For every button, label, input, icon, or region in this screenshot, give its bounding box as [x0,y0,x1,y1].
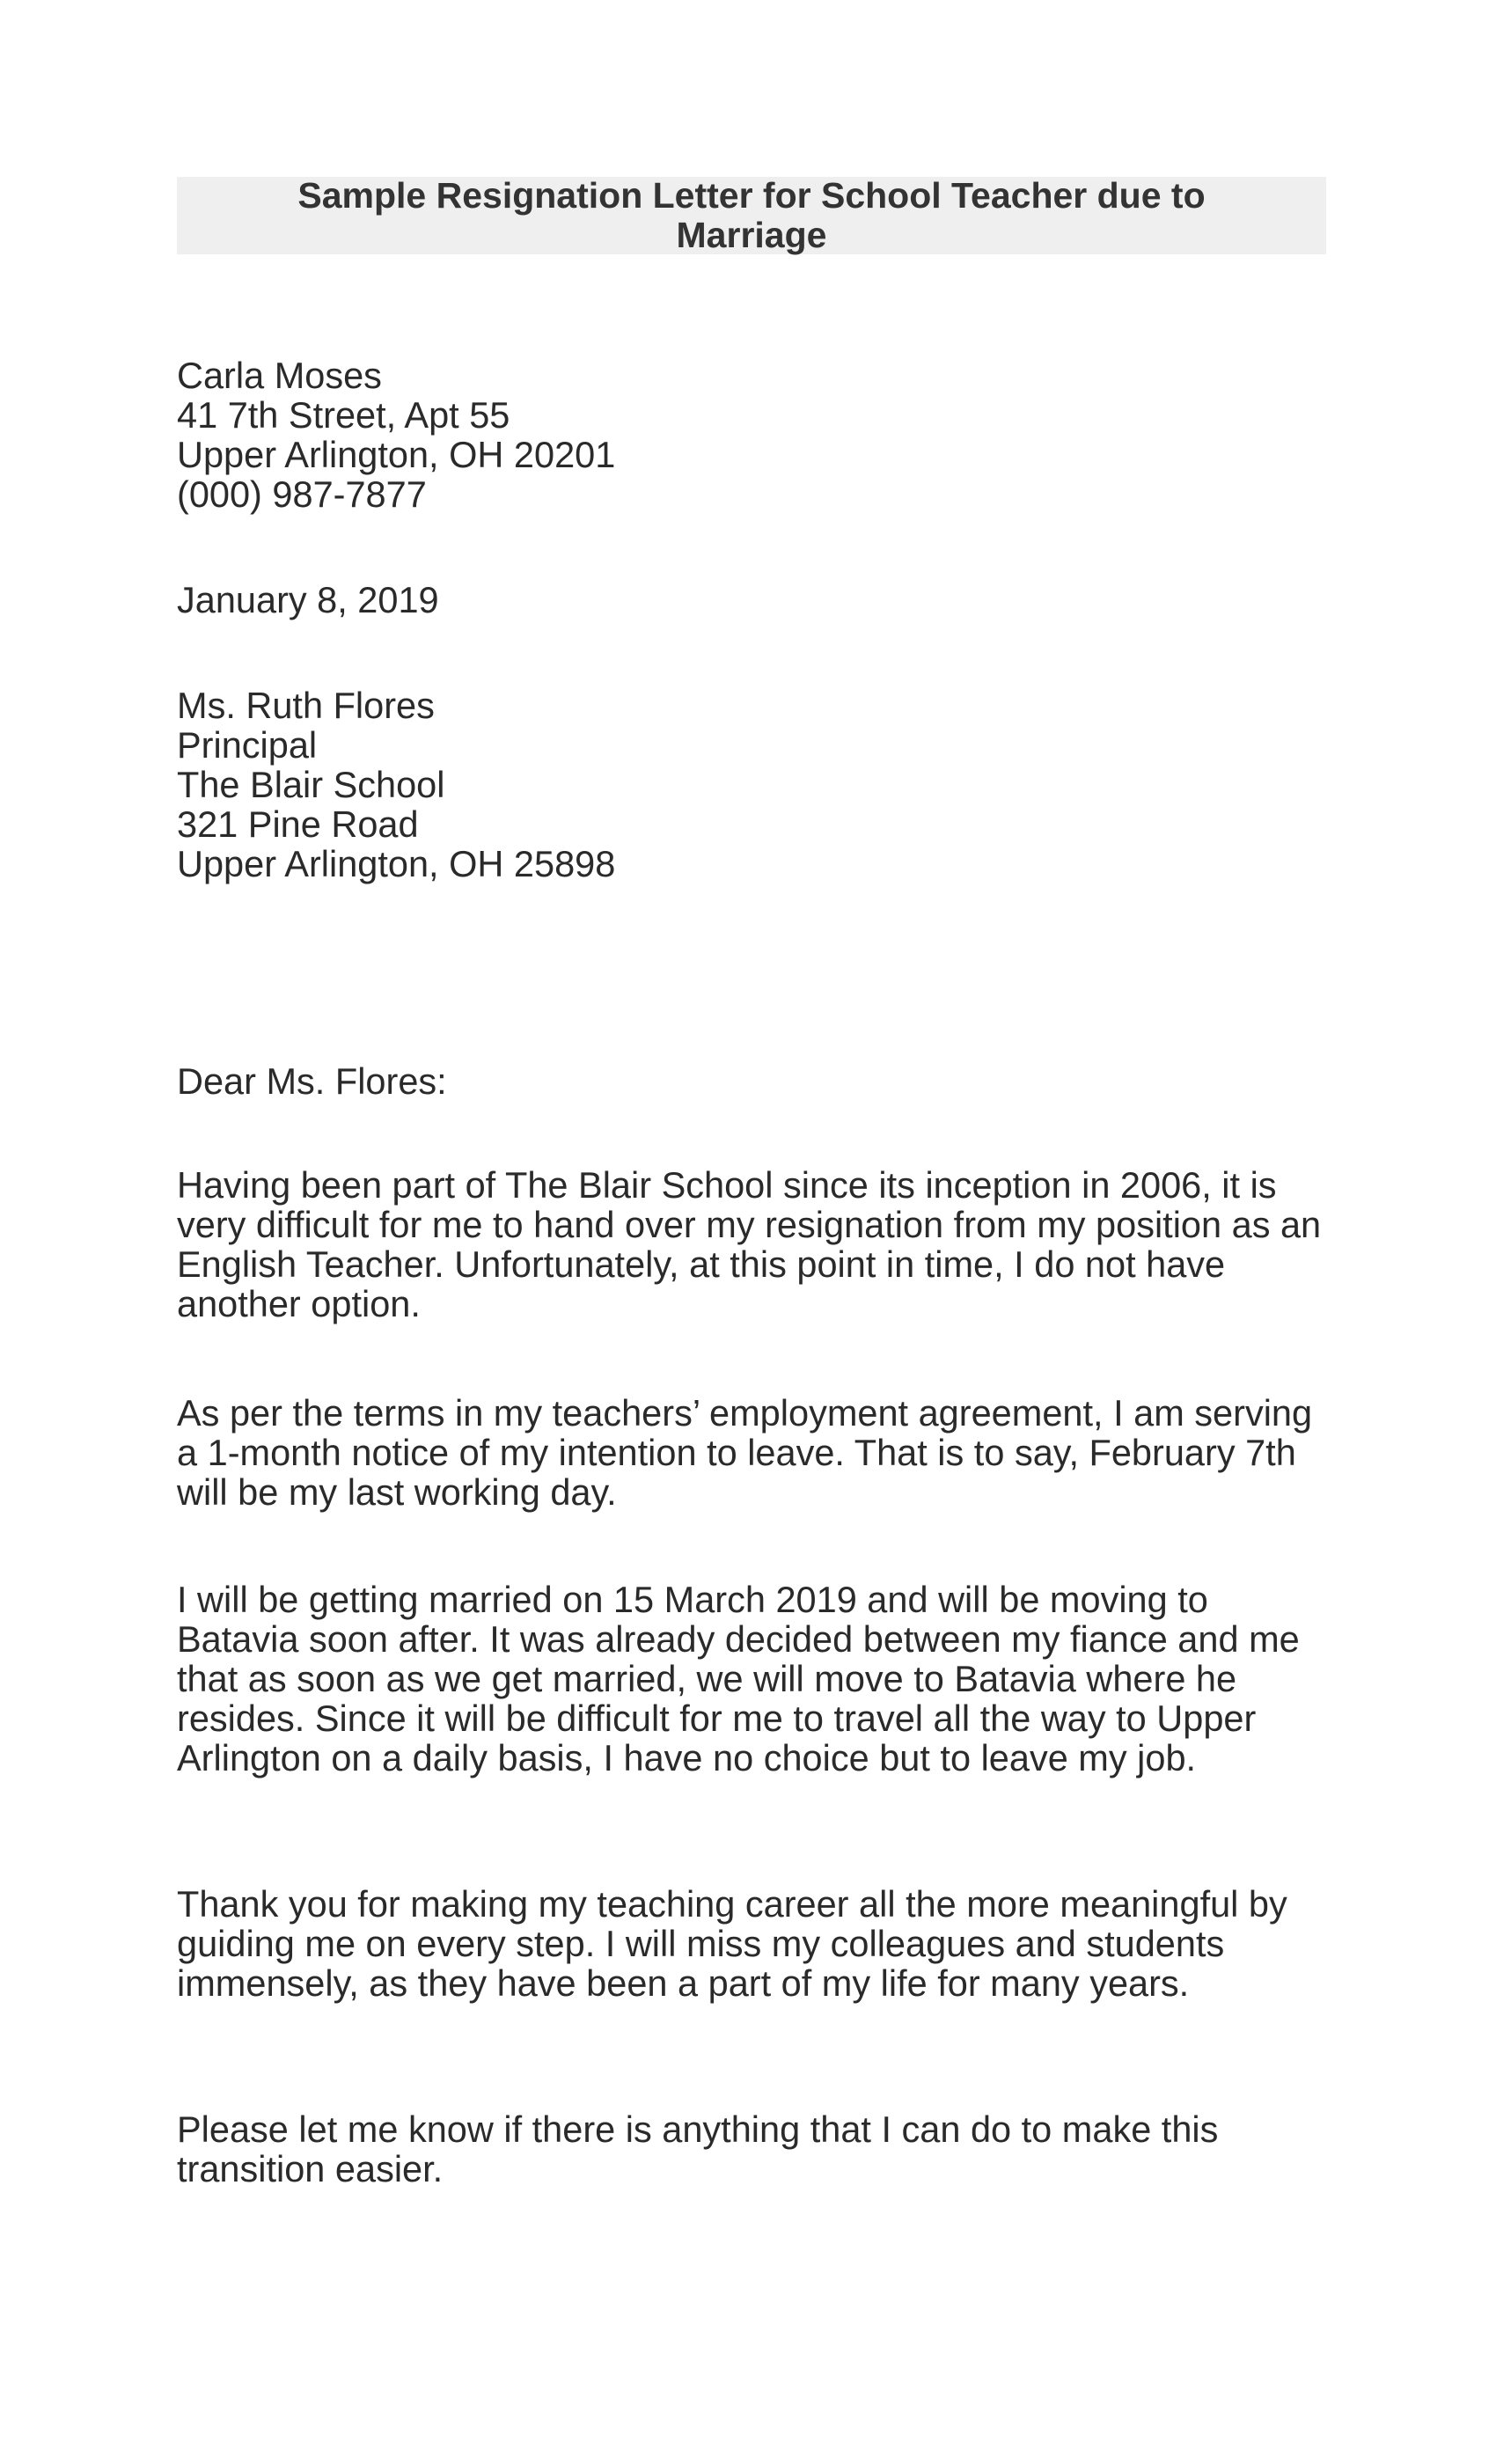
recipient-name: Ms. Ruth Flores [177,685,435,726]
paragraph-text: Thank you for making my teaching career all the more meaningful by guiding me on every step. I will miss my colleagues and students immensely, as they have been a part of my life for many years. [177,1883,1287,2004]
paragraph-text: I will be getting married on 15 March 2019 and will be moving to Batavia soon after. It was already decided between my fiance and me that as soon as we get married, we will move to Batavia where he resides. Since it will be difficult for me to travel all the way to Upper Arlington on a daily basis, I have no choice but to leave my job. [177,1579,1300,1778]
document-title: Sample Resignation Letter for School Teacher due to Marriage [297,175,1206,255]
recipient-address [177,686,1330,884]
recipient-street: 321 Pine Road [177,803,419,845]
paragraph-text: As per the terms in my teachers’ employment agreement, I am serving a 1-month notice of my intention to leave. That is to say, February 7th will be my last working day. [177,1392,1313,1513]
recipient-title: Principal [177,724,318,766]
salutation: Dear Ms. Flores: [177,1060,447,1102]
sender-street: 41 7th Street, Apt 55 [177,394,510,436]
body-paragraph-4 [177,1884,1330,2003]
body-paragraph-3 [177,1580,1330,1778]
sender-name: Carla Moses [177,355,382,396]
salutation-block [177,1061,1330,1101]
sender-address [177,356,1330,514]
recipient-organization: The Blair School [177,764,445,805]
paragraph-text: Please let me know if there is anything that I can do to make this transition easier. [177,2108,1219,2189]
title-banner [177,177,1326,254]
letter-date: January 8, 2019 [177,579,439,620]
sender-phone: (000) 987-7877 [177,473,427,515]
paragraph-text: Having been part of The Blair School since its inception in 2006, it is very difficult for me to hand over my resignation from my position as an English Teacher. Unfortunately, at this point in time, I do not have another option. [177,1164,1322,1324]
sender-city: Upper Arlington, OH 20201 [177,434,616,475]
body-paragraph-2 [177,1393,1330,1512]
body-paragraph-5 [177,2109,1330,2189]
body-paragraph-1 [177,1165,1330,1324]
recipient-city: Upper Arlington, OH 25898 [177,843,616,884]
letter-date-block [177,580,1330,620]
